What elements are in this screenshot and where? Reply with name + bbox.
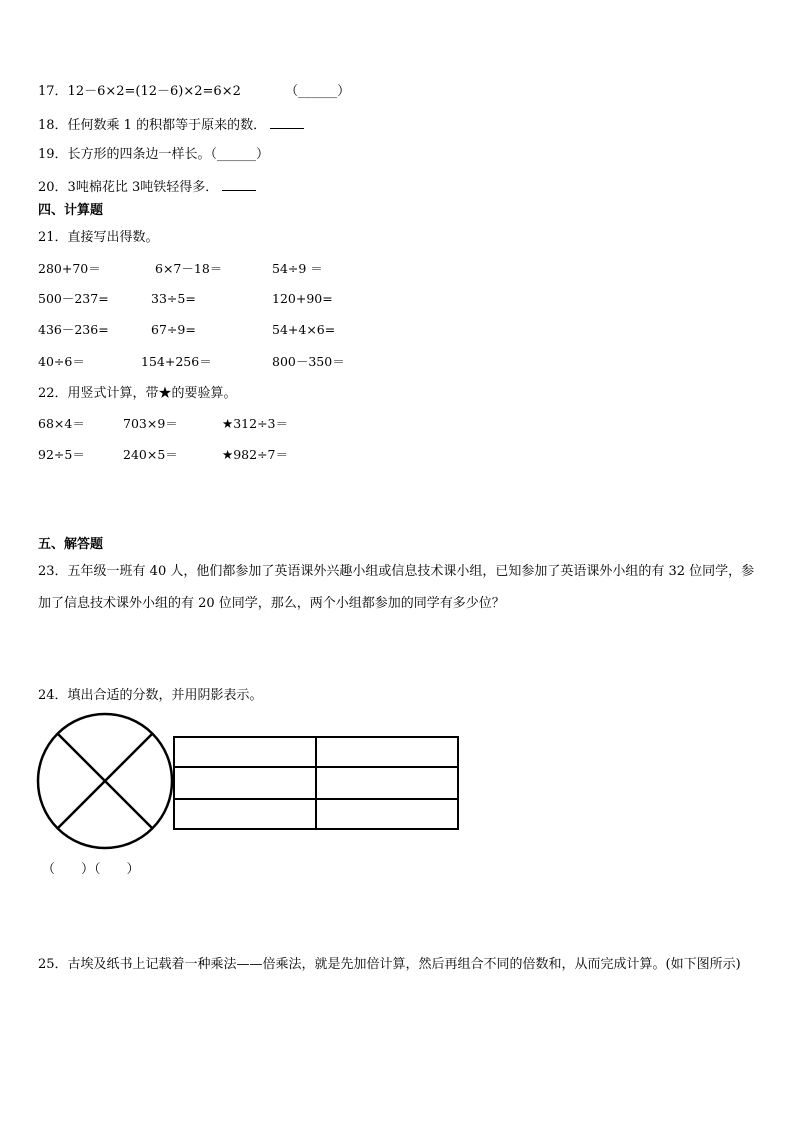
answer-blank[interactable] — [222, 178, 256, 191]
question-19-text: 19．长方形的四条边一样长。（______） — [38, 147, 270, 162]
math-item: 67÷9= — [151, 322, 196, 337]
calc-item: ★982÷7＝ — [222, 447, 288, 462]
math-item: 40÷6＝ — [38, 354, 85, 369]
fraction-answer-blanks[interactable]: （ ）（ ） — [42, 862, 140, 877]
question-22-prompt: 22．用竖式计算，带★的要验算。 — [38, 386, 237, 401]
calc-item: ★312÷3＝ — [222, 416, 288, 431]
answer-blank[interactable]: （______） — [285, 84, 351, 99]
answer-blank[interactable] — [270, 116, 304, 129]
math-item: 436－236= — [38, 322, 109, 337]
question-18 — [38, 116, 304, 134]
calc-item: 92÷5＝ — [38, 447, 85, 462]
math-item: 33÷5= — [151, 291, 196, 306]
calc-item: 68×4＝ — [38, 416, 85, 431]
math-item: 120+90= — [272, 291, 333, 306]
question-25: 25．古埃及纸书上记载着一种乘法——倍乘法，就是先加倍计算，然后再组合不同的倍数和，从而完成计算。(如下图所示) — [38, 957, 741, 972]
question-17-text: 17．12－6×2=(12－6)×2=6×2 — [38, 84, 241, 99]
question-19 — [38, 147, 269, 163]
math-item: 54+4×6= — [272, 322, 336, 337]
question-24-prompt: 24．填出合适的分数，并用阴影表示。 — [38, 688, 263, 703]
question-20-text: 20．3吨棉花比 3吨铁轻得多． — [38, 180, 219, 195]
math-item: 54÷9 ＝ — [272, 261, 323, 276]
math-item: 800－350＝ — [272, 354, 345, 369]
math-item: 280+70＝ — [38, 261, 101, 276]
question-23: 23．五年级一班有 40 人，他们都参加了英语课外兴趣小组或信息技术课小组，已知参加了英语课外小组的有 32 位同学，参加了信息技术课外小组的有 20 位同学，那么，两个小组都参加的同学有多少位？ — [38, 564, 755, 611]
question-21-prompt: 21．直接写出得数。 — [38, 230, 159, 245]
math-item: 6×7－18＝ — [155, 261, 223, 276]
section-4-title: 四、计算题 — [38, 203, 104, 218]
question-17 — [38, 84, 350, 100]
section-5-title: 五、解答题 — [38, 537, 104, 552]
calc-item: 240×5＝ — [123, 447, 178, 462]
rectangle-grid-diagram[interactable] — [172, 735, 462, 833]
math-item: 500－237= — [38, 291, 109, 306]
calc-item: 703×9＝ — [123, 416, 178, 431]
math-item: 154+256＝ — [141, 354, 212, 369]
question-18-text: 18．任何数乘 1 的积都等于原来的数． — [38, 118, 267, 133]
circle-diagram[interactable] — [36, 710, 176, 850]
question-20 — [38, 178, 256, 196]
